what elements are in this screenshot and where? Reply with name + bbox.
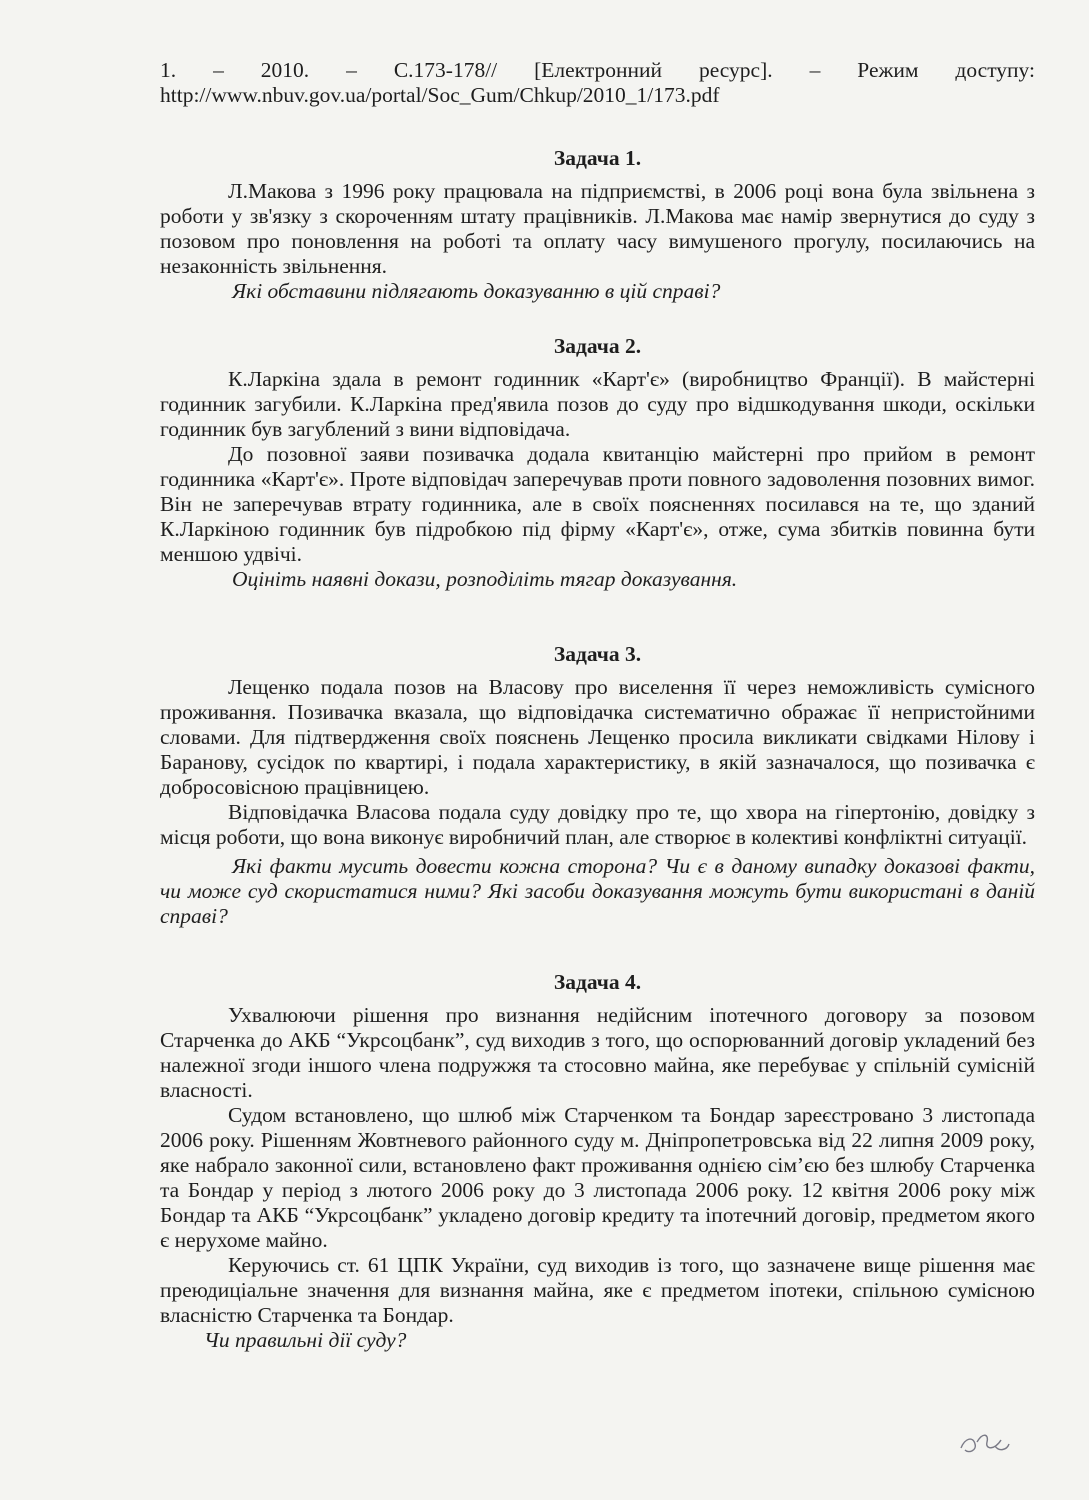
task-title: Задача 3. — [553, 642, 642, 666]
task-question: Які обставини підлягають доказуванню в цій справі? — [232, 279, 721, 303]
task-3 — [160, 642, 1035, 929]
task-paragraph: Лещенко подала позов на Власову про виселення її через неможливість сумісного проживання. Позивачка вказала, що відповідачка систематично ображає її непристойними словами. Для підтвердження своїх пояснень Лещенко просила викликати свідками Нілову і Баранову, сусідок по квартирі, і подала характеристику, в якій зазначалося, що позивачка є добросовісною працівницею. — [160, 675, 1035, 799]
task-title: Задача 1. — [553, 146, 642, 170]
task-paragraph: Л.Макова з 1996 року працювала на підприємстві, в 2006 році вона була звільнена з роботи у зв'язку з скороченням штату працівників. Л.Макова має намір звернутися до суду з позовом про поновлення на роботі та оплату часу вимушеного прогулу, посилаючись на незаконність звільнення. — [160, 179, 1035, 278]
task-paragraph: До позовної заяви позивачка додала квитанцію майстерні про прийом в ремонт годинника «Карт'є». Проте відповідач заперечував проти повного задоволення позовних вимог. Він не заперечував втрату годинника, але в своїх поясненнях посилався на те, що зданий К.Ларкіною годинник був підробкою під фірму «Карт'є», отже, сума збитків повинна бути меншою удвічі. — [160, 442, 1035, 566]
task-2 — [160, 334, 1035, 592]
task-title: Задача 4. — [553, 970, 642, 994]
task-title: Задача 2. — [553, 334, 642, 358]
task-paragraph: Відповідачка Власова подала суду довідку про те, що хвора на гіпертонію, довідку з місця роботи, що вона виконує виробничий план, але створює в колективі конфліктні ситуації. — [160, 800, 1035, 849]
task-question: Які факти мусить довести кожна сторона? Чи є в даному випадку доказові факти, чи може суд скористатися ними? Які засоби доказування можуть бути використані в даній справі? — [160, 854, 1035, 928]
reference-block — [160, 58, 1035, 108]
task-1 — [160, 146, 1035, 304]
task-question: Оцініть наявні докази, розподіліть тягар доказування. — [232, 567, 738, 591]
task-question: Чи правильні дії суду? — [204, 1328, 407, 1352]
handwritten-mark-icon — [955, 1420, 1015, 1460]
reference-citation: 1. – 2010. – С.173-178// [Електронний ресурс]. – Режим доступу: — [160, 58, 1035, 82]
reference-url: http://www.nbuv.gov.ua/portal/Soc_Gum/Chkup/2010_1/173.pdf — [160, 83, 720, 107]
task-4 — [160, 970, 1035, 1353]
task-paragraph: К.Ларкіна здала в ремонт годинник «Карт'є» (виробництво Франції). В майстерні годинник загубили. К.Ларкіна пред'явила позов до суду про відшкодування шкоди, оскільки годинник був загублений з вини відповідача. — [160, 367, 1035, 441]
task-paragraph: Судом встановлено, що шлюб між Старченком та Бондар зареєстровано 3 листопада 2006 року. Рішенням Жовтневого районного суду м. Дніпропетровська від 22 липня 2009 року, яке набрало законної сили, встановлено факт проживання однією сім’єю без шлюбу Старченка та Бондар у період з лютого 2006 року до 3 листопада 2006 року. 12 квітня 2006 року між Бондар та АКБ “Укрсоцбанк” укладено договір кредиту та іпотечний договір, предметом якого є нерухоме майно. — [160, 1103, 1035, 1252]
task-paragraph: Керуючись ст. 61 ЦПК України, суд виходив із того, що зазначене вище рішення має преюдиціальне значення для визнання майна, яке є предметом іпотеки, спільною сумісною власністю Старченка та Бондар. — [160, 1253, 1035, 1327]
task-paragraph: Ухвалюючи рішення про визнання недійсним іпотечного договору за позовом Старченка до АКБ “Укрсоцбанк”, суд виходив з того, що оспорюванний договір укладений без належної згоди іншого члена подружжя та стосовно майна, яке перебуває у спільній сумісній власності. — [160, 1003, 1035, 1102]
